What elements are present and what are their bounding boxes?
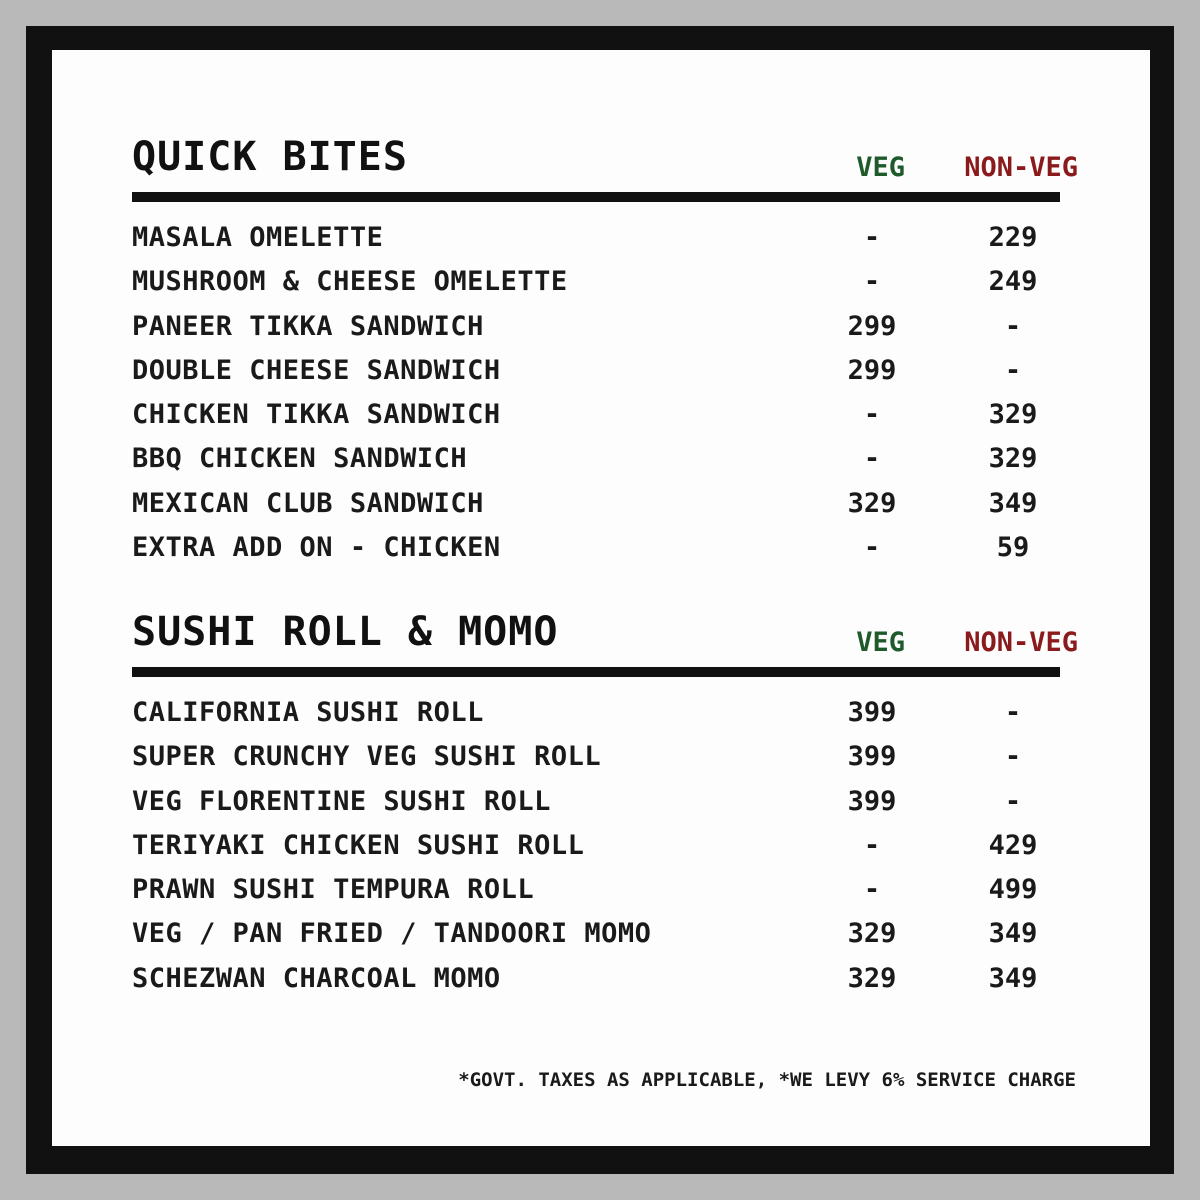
stripe-shape: [52, 947, 110, 1018]
item-name: VEG FLORENTINE SUSHI ROLL: [132, 785, 551, 817]
stripe-shape: [1093, 985, 1151, 1056]
stripe-shape: [1093, 415, 1151, 486]
item-name: VEG / PAN FRIED / TANDOORI MOMO: [132, 918, 652, 950]
stripe-shape: [52, 795, 110, 866]
item-name: CHICKEN TIKKA SANDWICH: [132, 399, 501, 431]
menu-item-row: [132, 311, 1082, 355]
stripe-shape: [52, 529, 110, 600]
stripe-shape: [52, 339, 110, 410]
stripe-shape: [1093, 795, 1151, 866]
stripe-shape: [1093, 453, 1151, 524]
menu-item-row: [132, 532, 1082, 576]
nonveg-price: 329: [988, 443, 1038, 475]
item-name: TERIYAKI CHICKEN SUSHI ROLL: [132, 829, 585, 861]
stripe-shape: [52, 225, 110, 296]
stripe-shape: [1101, 50, 1151, 108]
stripe-shape: [52, 681, 110, 752]
menu-item-row: [132, 918, 1082, 962]
menu-item-row: [132, 830, 1082, 874]
item-name: DOUBLE CHEESE SANDWICH: [132, 354, 501, 386]
nonveg-price: -: [1004, 310, 1022, 342]
stripe-shape: [52, 415, 110, 486]
stripe-shape: [52, 50, 108, 108]
stripe-shape: [1093, 491, 1151, 562]
section-quick-bites: [132, 134, 1082, 564]
nonveg-price: -: [1004, 697, 1022, 728]
veg-price: 329: [847, 487, 897, 519]
section-title: QUICK BITES: [132, 134, 408, 180]
nonveg-price: 349: [988, 962, 1038, 994]
stripe-shape: [1093, 947, 1151, 1018]
veg-column-header: VEG: [856, 627, 905, 658]
stripe-shape: [1093, 1099, 1151, 1147]
stripe-shape: [52, 149, 110, 220]
stripe-shape: [52, 73, 110, 144]
veg-price: -: [863, 266, 881, 298]
stripe-shape: [52, 643, 110, 714]
section-sushi-momo: [132, 609, 1082, 994]
item-name: BBQ CHICKEN SANDWICH: [132, 443, 468, 475]
section-divider: [132, 192, 1060, 202]
nonveg-column-header: NON-VEG: [964, 627, 1078, 658]
stripe-shape: [52, 263, 110, 334]
nonveg-price: -: [1004, 354, 1022, 386]
item-name: MUSHROOM & CHEESE OMELETTE: [132, 266, 568, 298]
stripe-shape: [1093, 1061, 1151, 1132]
stripe-shape: [52, 1099, 110, 1147]
stripe-shape: [52, 833, 110, 904]
menu-item-row: [132, 355, 1082, 399]
stripe-shape: [1093, 301, 1151, 372]
stripe-shape: [1093, 909, 1151, 980]
item-name: MASALA OMELETTE: [132, 222, 384, 253]
stripe-shape: [1101, 1089, 1151, 1147]
nonveg-price: 329: [988, 399, 1038, 431]
veg-price: -: [863, 399, 881, 431]
stripe-shape: [1093, 50, 1151, 106]
stripe-shape: [52, 453, 110, 524]
stripe-shape: [1093, 529, 1151, 600]
item-name: PANEER TIKKA SANDWICH: [132, 310, 484, 342]
nonveg-price: -: [1004, 785, 1022, 817]
nonveg-price: 249: [988, 266, 1038, 298]
nonveg-price: -: [1004, 741, 1022, 773]
nonveg-price: 429: [988, 829, 1038, 861]
menu-paper: [52, 50, 1150, 1146]
veg-price: -: [863, 532, 881, 564]
stripe-shape: [1093, 187, 1151, 258]
veg-price: 299: [847, 310, 897, 342]
nonveg-price: 499: [988, 874, 1038, 906]
stripe-shape: [1093, 567, 1151, 638]
veg-price: -: [863, 829, 881, 861]
nonveg-price: 59: [996, 532, 1030, 564]
menu-item-row: [132, 488, 1082, 532]
stripe-shape: [1093, 643, 1151, 714]
stripe-shape: [1093, 757, 1151, 828]
menu-item-row: [132, 963, 1082, 1007]
stripe-shape: [1093, 339, 1151, 410]
veg-price: 399: [847, 785, 897, 817]
menu-item-row: [132, 786, 1082, 830]
stripe-shape: [1093, 605, 1151, 676]
stripe-shape: [52, 757, 110, 828]
stripe-shape: [52, 985, 110, 1056]
stripe-shape: [52, 1061, 110, 1132]
stripe-shape: [52, 50, 110, 106]
stripe-shape: [52, 187, 110, 258]
stripe-shape: [1093, 225, 1151, 296]
stripe-shape: [52, 111, 110, 182]
stripe-shape: [1093, 149, 1151, 220]
menu-item-row: [132, 266, 1082, 310]
stripe-shape: [1093, 73, 1151, 144]
stripe-shape: [52, 567, 110, 638]
item-name: PRAWN SUSHI TEMPURA ROLL: [132, 874, 535, 906]
veg-price: 299: [847, 354, 897, 386]
stripe-shape: [52, 1089, 108, 1147]
stripe-shape: [52, 719, 110, 790]
stripe-shape: [52, 491, 110, 562]
nonveg-price: 349: [988, 487, 1038, 519]
menu-item-row: [132, 697, 1082, 741]
nonveg-price: 349: [988, 918, 1038, 950]
stripe-shape: [1093, 377, 1151, 448]
veg-price: 399: [847, 741, 897, 773]
footnote: *GOVT. TAXES AS APPLICABLE, *WE LEVY 6% SERVICE CHARGE: [458, 1069, 1076, 1091]
menu-item-row: [132, 399, 1082, 443]
item-name: CALIFORNIA SUSHI ROLL: [132, 697, 484, 728]
stripe-shape: [52, 605, 110, 676]
veg-price: 329: [847, 918, 897, 950]
stripe-shape: [1093, 719, 1151, 790]
veg-column-header: VEG: [856, 152, 905, 183]
item-name: EXTRA ADD ON - CHICKEN: [132, 532, 501, 564]
item-name: MEXICAN CLUB SANDWICH: [132, 487, 484, 519]
item-list: [132, 697, 1082, 1007]
veg-price: -: [863, 222, 881, 253]
section-divider: [132, 667, 1060, 677]
veg-price: -: [863, 443, 881, 475]
item-name: SUPER CRUNCHY VEG SUSHI ROLL: [132, 741, 602, 773]
stripe-shape: [1093, 263, 1151, 334]
stripe-shape: [52, 301, 110, 372]
stripe-shape: [52, 377, 110, 448]
veg-price: 329: [847, 962, 897, 994]
menu-item-row: [132, 222, 1082, 266]
stripe-shape: [1093, 111, 1151, 182]
section-title: SUSHI ROLL & MOMO: [132, 609, 559, 655]
stripe-shape: [1093, 871, 1151, 942]
stripe-shape: [52, 909, 110, 980]
veg-price: 399: [847, 697, 897, 728]
veg-price: -: [863, 874, 881, 906]
menu-item-row: [132, 741, 1082, 785]
nonveg-column-header: NON-VEG: [964, 152, 1078, 183]
menu-board: [132, 94, 1082, 1106]
nonveg-price: 229: [988, 222, 1038, 253]
menu-item-row: [132, 443, 1082, 487]
menu-item-row: [132, 874, 1082, 918]
stripe-shape: [1093, 681, 1151, 752]
stripe-shape: [52, 871, 110, 942]
item-name: SCHEZWAN CHARCOAL MOMO: [132, 962, 501, 994]
stripe-shape: [1093, 1023, 1151, 1094]
item-list: [132, 222, 1082, 576]
stripe-shape: [1093, 833, 1151, 904]
stripe-shape: [52, 1023, 110, 1094]
